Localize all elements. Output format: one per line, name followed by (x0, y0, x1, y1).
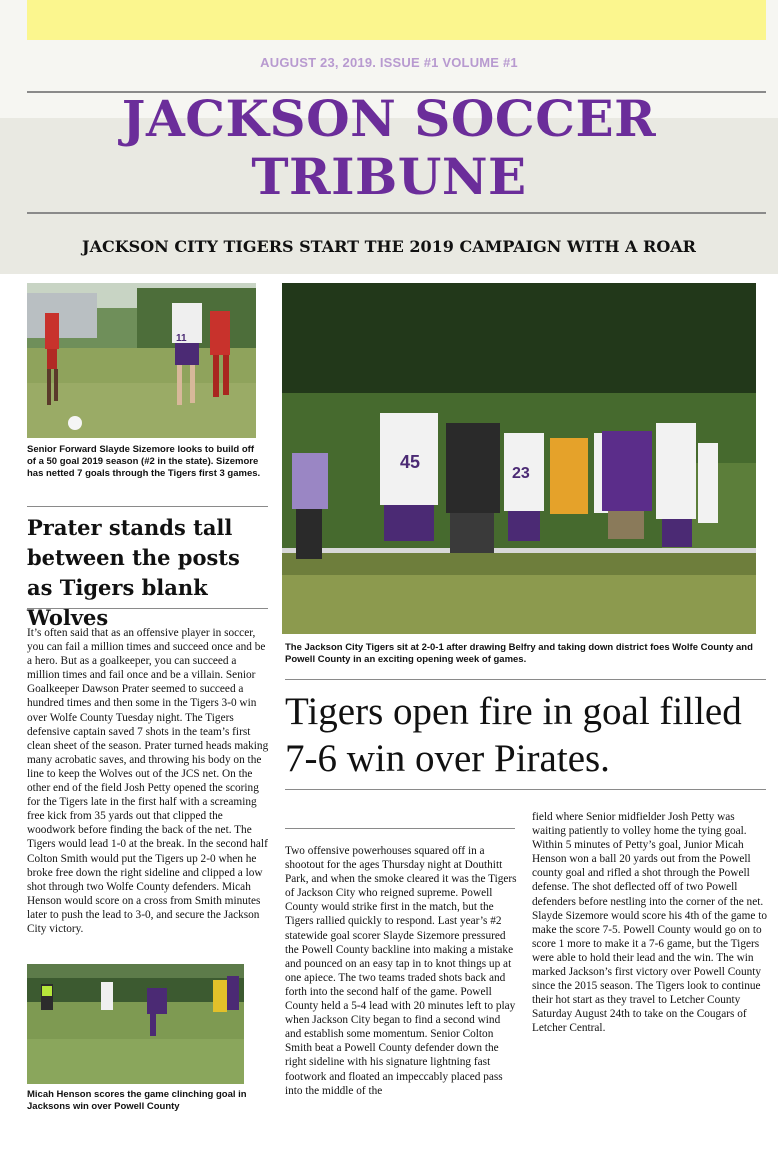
henson-photo (27, 964, 244, 1084)
dateline: AUGUST 23, 2019. ISSUE #1 VOLUME #1 (260, 55, 518, 70)
jersey-number-11: 11 (176, 333, 187, 344)
masthead-title (0, 90, 778, 206)
prater-article: It’s often said that as an offensive player in soccer, you can fail a million times and succeed once and be a hero. But as a goalkeeper, you can succeed a million times and fail once and be a villain. Senior Goalkeeper Dawson Prater seemed to succeed a hundred times and then some in the Tigers 3-0 win over Wolfe County Tuesday night. The Tigers defensive captain saved 7 shots in the team’s first clean sheet of the season. Prater turned heads making many acrobatic saves, and throwing his body on the line to keep the Wolves out of the JCS net. On the other end of the field Josh Petty opened the scoring for the Tigers late in the first half with a screaming free kick from 35 yards out that clipped the woodwork before finding the back of the net. The Tigers would lead 1-0 at the break. In the second half Colton Smith would put the Tigers up 2-0 when he broke free down the right sideline and clipped a low shot through two Wolfe County defenders. Micah Henson would score on a cross from Smith minutes later to push the lead to 3-0, and secure the Jackson City victory. (27, 627, 269, 935)
pirates-bottom-rule (285, 789, 766, 790)
prater-bottom-rule (27, 608, 268, 609)
column-rule (285, 828, 515, 829)
henson-caption: Micah Henson scores the game clinching goal in Jacksons win over Powell County (27, 1089, 247, 1112)
sizemore-photo (27, 283, 256, 438)
sizemore-caption: Senior Forward Slayde Sizemore looks to build off of a 50 goal 2019 season (#2 in the state). Sizemore has netted 7 goals through the Tigers first 3 games. (27, 444, 261, 479)
prater-top-rule (27, 506, 268, 507)
prater-headline: Prater stands tall between the posts as Tigers blank Wolves (27, 515, 240, 630)
top-banner (27, 0, 766, 40)
pirates-top-rule (285, 679, 766, 680)
pirates-headline: Tigers open fire in goal filled 7-6 win over Pirates. (285, 690, 742, 780)
team-huddle-photo (282, 283, 756, 634)
masthead-line-2: TRIBUNE (251, 147, 527, 206)
jersey-number-23: 23 (512, 465, 530, 482)
jersey-number-45: 45 (400, 452, 421, 472)
pirates-article-col1: Two offensive powerhouses squared off in a shootout for the ages Thursday night at Douthitt Park, and when the smoke cleared it was the Tigers of Jackson City who reigned supreme. Powell County would strike first in the match, but the Tigers rallied quickly to respond. Last year’s #2 statewide goal scorer Slayde Sizemore pressured the Powell County backline into making a mistake and pounced on an easy tap in to knot things up at one apiece. The two teams traded shots back and forth into the second half of the game. Powell County held a 5-4 lead with 20 minutes left to play when Jackson City began to find a second wind and establish some momentum. Senior Colton Smith beat a Powell County defender down the right sideline with his signature lightning fast footwork and floated an impeccably placed pass into the middle of the (285, 845, 517, 1097)
pirates-article-col2: field where Senior midfielder Josh Petty was waiting patiently to volley home the tying goal. Within 5 minutes of Petty’s goal, Junior Micah Henson won a ball 20 yards out from the Powell county goal and rifled a shot through the Powell defense. The shot deflected off of two Powell defenders before nestling into the corner of the net. Slayde Sizemore would score his 4th of the game to make the score 7-5. Powell County would go on to score 1 more to make it a 7-6 game, but the Tigers were able to hold their lead and the win. The win marked Jackson’s first victory over Powell County since the 2015 season. The Tigers look to continue their hot start as they travel to Letcher County Saturday August 24th to take on the Cougars of Letcher Central. (532, 811, 767, 1035)
masthead-bottom-rule (27, 212, 766, 214)
team-caption: The Jackson City Tigers sit at 2-0-1 after drawing Belfry and taking down district foes Wolfe County and Powell County in an exciting opening week of games. (285, 642, 753, 665)
main-headline: JACKSON CITY TIGERS START THE 2019 CAMPAIGN WITH A ROAR (82, 237, 696, 256)
masthead-line-1: JACKSON SOCCER (121, 89, 657, 148)
